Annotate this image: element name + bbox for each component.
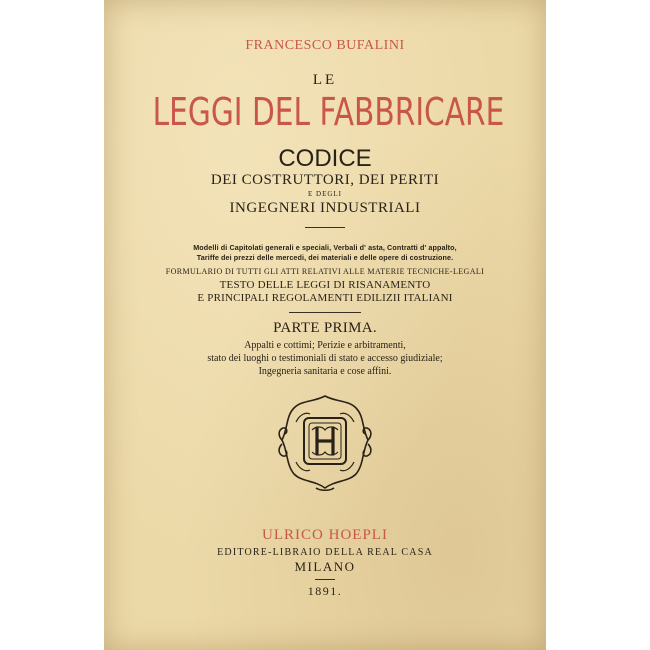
- subtitle-main: CODICE: [278, 145, 372, 172]
- publisher-role: EDITORE-LIBRAIO DELLA REAL CASA: [217, 547, 433, 558]
- part-heading: PARTE PRIMA.: [273, 320, 377, 336]
- divider-rule: [305, 227, 345, 228]
- author-name: FRANCESCO BUFALINI: [245, 38, 405, 53]
- book-title: LEGGI DEL FABBRICARE: [152, 90, 505, 134]
- title-prefix: LE: [312, 72, 338, 88]
- divider-rule: [289, 312, 361, 313]
- description-line-2: Tariffe dei prezzi delle mercedi, dei materiali e delle opere di costruzione.: [196, 253, 454, 262]
- divider-rule: [315, 579, 335, 580]
- publication-year: 1891.: [307, 584, 343, 598]
- subtitle-line-2: INGEGNERI INDUSTRIALI: [229, 200, 421, 216]
- formulario-line: FORMULARIO DI TUTTI GLI ATTI RELATIVI ALLE MATERIE TECNICHE-LEGALI: [165, 267, 485, 276]
- subtitle-line-1: DEI COSTRUTTORI, DEI PERITI: [210, 172, 440, 188]
- part-line-2: stato dei luoghi o testimoniali di stato e accesso giudiziale;: [207, 353, 443, 364]
- title-page: [104, 0, 546, 650]
- publisher-name: ULRICO HOEPLI: [262, 527, 388, 543]
- subtitle-connector: E DEGLI: [307, 190, 343, 198]
- testo-line-1: TESTO DELLE LEGGI DI RISANAMENTO: [219, 279, 431, 291]
- description-line-1: Modelli di Capitolati generali e speciali, Verbali d' asta, Contratti d' appalto,: [193, 243, 457, 252]
- testo-line-2: E PRINCIPALI REGOLAMENTI EDILIZII ITALIANI: [197, 292, 453, 304]
- publisher-city: MILANO: [294, 559, 356, 574]
- part-line-1: Appalti e cottimi; Perizie e arbitramenti,: [244, 340, 406, 351]
- part-line-3: Ingegneria sanitaria e cose affini.: [258, 366, 392, 377]
- ornamental-monogram-icon: [276, 392, 374, 492]
